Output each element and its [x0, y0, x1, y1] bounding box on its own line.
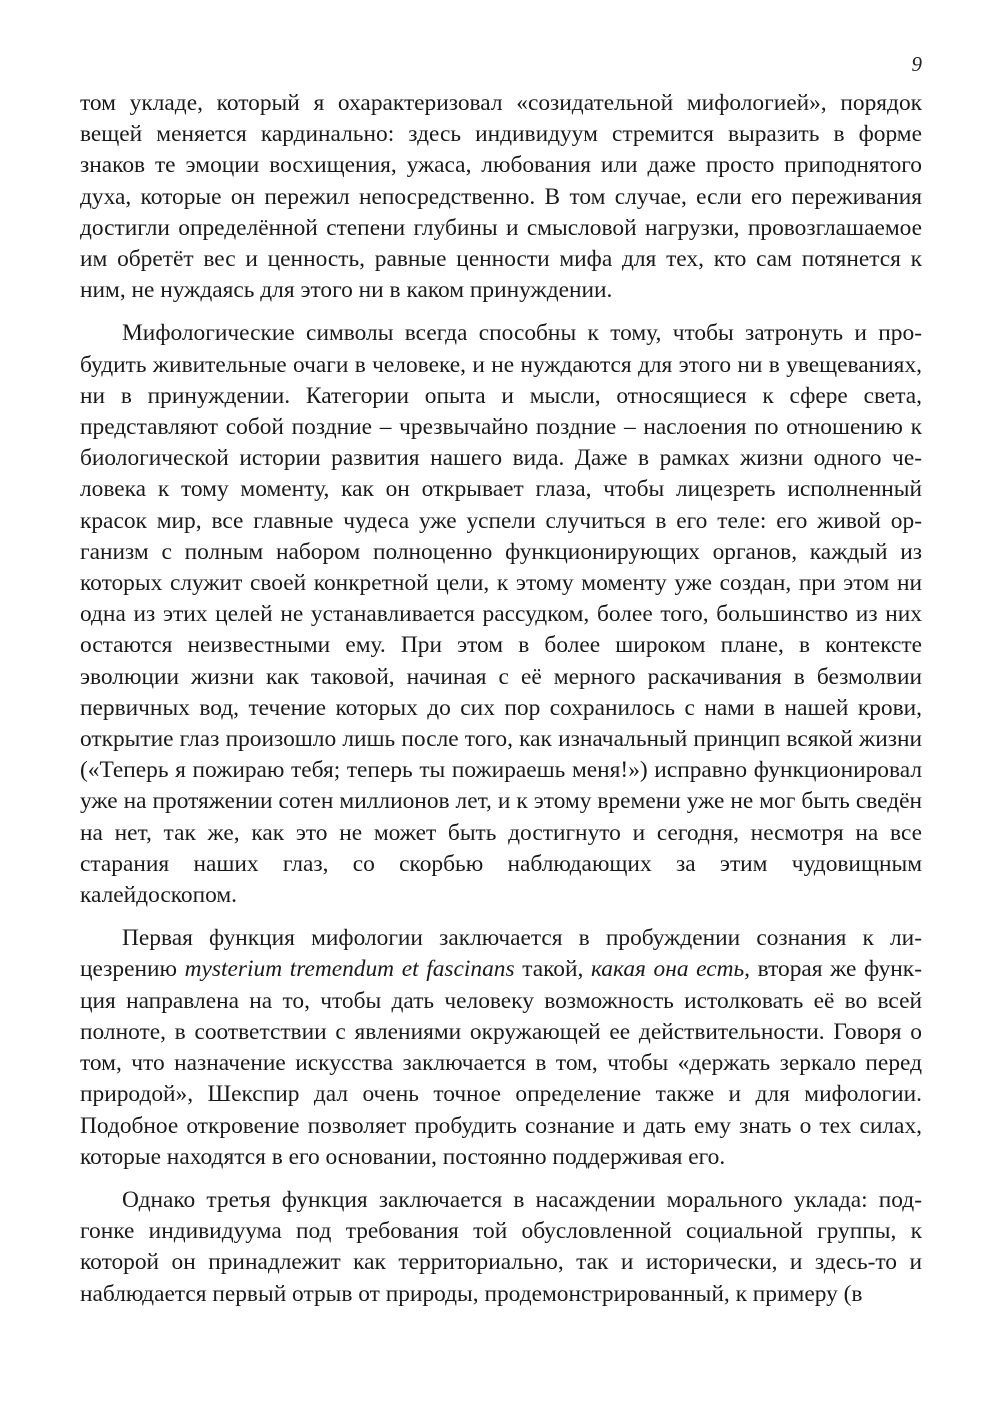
paragraph-3-part-2: такой, — [514, 956, 591, 983]
paragraph-2: Мифологические символы всегда способны к тому, чтобы затронуть и пробудить живительные очаги в человеке, и не нуждаются для этого ни в увещеваниях, ни в принуждении. Категории опыта и мысли, относящиеся к сфере света, представляют собой поздние – чрезвычайно поздние – наслоения по отношению к биологической истории развития нашего вида. Даже в рамках жизни одного человека к тому моменту, как он открывает глаза, чтобы лицезреть исполненный красок мир, все главные чудеса уже успели случиться в его теле: его живой организм с полным набором полноценно функционирующих органов, каждый из которых служит своей конкретной цели, к этому моменту уже создан, при этом ни одна из этих целей не устанавливается рассудком, более того, большинство из них остаются неизвестными ему. При этом в более широком плане, в контексте эволюции жизни как таковой, начиная с её мерного раскачивания в безмолвии первичных вод, течение которых до сих пор сохранилось с нами в нашей крови, открытие глаз произошло лишь после того, как изначальный принцип всякой жизни («Теперь я пожираю тебя; теперь ты пожираешь меня!») исправно функционировал уже на протяжении сотен миллионов лет, и к этому времени уже не мог быть сведён на нет, так же, как это не может быть достигнуто и сегодня, несмотря на все старания наших глаз, со скорбью наблюдающих за этим чудовищным калейдоскопом. — [80, 320, 922, 909]
paragraph-3-part-3: вторая же функция направлена на то, чтобы дать человеку возможность истолковать её во всей полноте, в соответствии с явлениями окружающей ее действительности. Говоря о том, что назначение искусства заключается в том, чтобы «держать зеркало перед природой», Шекспир дал очень точное определение также и для мифологии. Подобное откровение позволяет пробудить сознание и дать ему знать о тех силах, которые находятся в его основании, постоянно поддерживая его. — [80, 956, 922, 1170]
latin-phrase: mysterium tremendum et fascinans — [184, 956, 515, 983]
paragraph-3-part-1: Первая функция мифологии заключается в пробуждении сознания к лицезрению — [80, 925, 922, 983]
emphasis-phrase: какая она есть, — [590, 956, 751, 983]
paragraph-1: том укладе, который я охарактеризовал «созидательной мифологией», порядок вещей меняется кардинально: здесь индивидуум стремится выразить в форме знаков те эмоции восхищения, ужаса, любования или даже просто приподнятого духа, которые он пережил непосредственно. В том случае, если его переживания достигли определённой степени глубины и смысловой нагрузки, провозглашаемое им обретёт вес и ценность, равные ценности мифа для тех, кто сам потянется к ним, не нуждаясь для этого ни в каком принуждении. — [80, 90, 922, 304]
body-text — [80, 88, 922, 1322]
paragraph-4: Однако третья функция заключается в насаждении морального уклада: подгонке индивидуума под требования той обусловленной социальной группы, к которой он принадлежит как территориально, так и исторически, и здесь-то и наблюдается первый отрыв от природы, продемонстрированный, к примеру (в — [80, 1186, 922, 1307]
paragraph-3 — [80, 923, 922, 1173]
page-number: 9 — [911, 52, 922, 76]
